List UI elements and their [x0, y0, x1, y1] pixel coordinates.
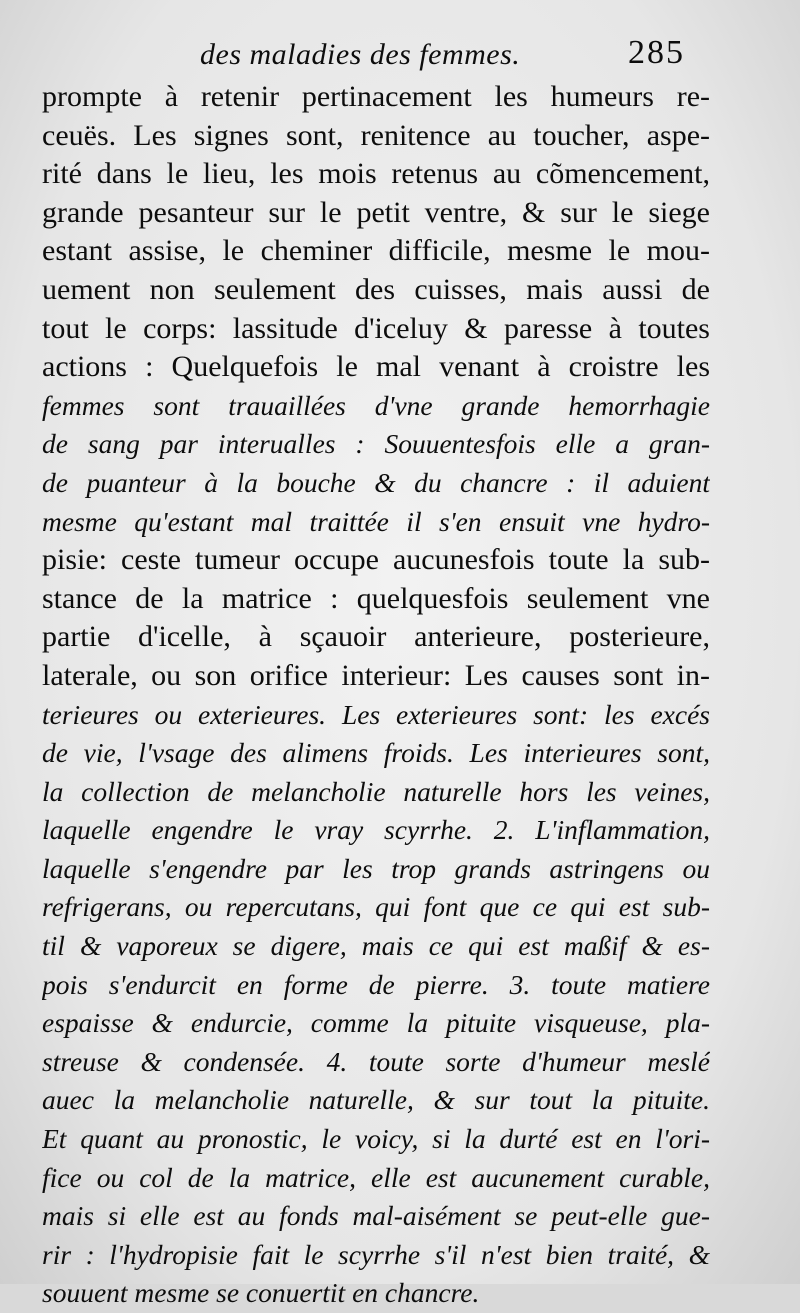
text-line: mesme qu'estant mal traittée il s'en ensuit vne hydro- [42, 505, 710, 537]
text-line: prompte à retenir pertinacement les humeurs re- [42, 80, 710, 113]
running-head: des maladies des femmes. [200, 38, 521, 71]
text-line: til & vaporeux se digere, mais ce qui est maßif & es- [42, 930, 710, 962]
text-line: laquelle s'engendre par les trop grands astringens ou [42, 852, 710, 884]
text-line: grande pesanteur sur le petit ventre, & sur le siege [42, 195, 710, 229]
text-line: actions : Quelquefois le mal venant à croistre les [42, 350, 710, 384]
text-line: laquelle engendre le vray scyrrhe. 2. L'inflammation, [42, 814, 710, 846]
text-line: pois s'endurcit en forme de pierre. 3. toute matiere [42, 968, 710, 1000]
text-line: souuent mesme se conuertit en chancre. [42, 1277, 480, 1309]
text-line: refrigerans, ou repercutans, qui font que ce qui est sub- [42, 891, 710, 923]
text-line: partie d'icelle, à sçauoir anterieure, posterieure, [42, 620, 710, 654]
text-line: de vie, l'vsage des alimens froids. Les interieures sont, [42, 737, 710, 769]
page-header [0, 30, 800, 80]
text-line: rir : l'hydropisie fait le scyrrhe s'il n'est bien traité, & [42, 1238, 710, 1270]
text-line: auec la melancholie naturelle, & sur tout la pituite. [42, 1084, 710, 1116]
body-text [42, 78, 710, 1313]
text-line: ceuës. Les signes sont, renitence au toucher, aspe- [42, 118, 710, 152]
text-line: tout le corps: lassitude d'iceluy & paresse à toutes [42, 311, 710, 345]
text-line: de puanteur à la bouche & du chancre : il aduient [42, 466, 710, 498]
page-number: 285 [628, 34, 685, 71]
text-line: femmes sont trauaillées d'vne grande hemorrhagie [42, 389, 710, 421]
text-line: pisie: ceste tumeur occupe aucunesfois toute la sub- [42, 543, 710, 577]
text-line: fice ou col de la matrice, elle est aucunement curable, [42, 1161, 710, 1193]
text-line: la collection de melancholie naturelle hors les veines, [42, 775, 710, 807]
text-line: Et quant au pronostic, le voicy, si la durté est en l'ori- [42, 1123, 710, 1155]
text-line: terieures ou exterieures. Les exterieures sont: les excés [42, 698, 710, 730]
text-line: estant assise, le cheminer difficile, mesme le mou- [42, 234, 710, 268]
text-line: espaisse & endurcie, comme la pituite visqueuse, pla- [42, 1007, 710, 1039]
text-line: de sang par interualles : Souuentesfois elle a gran- [42, 428, 710, 460]
text-line: stance de la matrice : quelquesfois seulement vne [42, 581, 710, 615]
text-line: mais si elle est au fonds mal-aisément se peut-elle gue- [42, 1200, 710, 1232]
text-line: rité dans le lieu, les mois retenus au cõmencement, [42, 157, 710, 191]
text-line: uement non seulement des cuisses, mais aussi de [42, 272, 710, 306]
text-line: laterale, ou son orifice interieur: Les causes sont in- [42, 658, 710, 692]
text-line: streuse & condensée. 4. toute sorte d'humeur meslé [42, 1045, 710, 1077]
